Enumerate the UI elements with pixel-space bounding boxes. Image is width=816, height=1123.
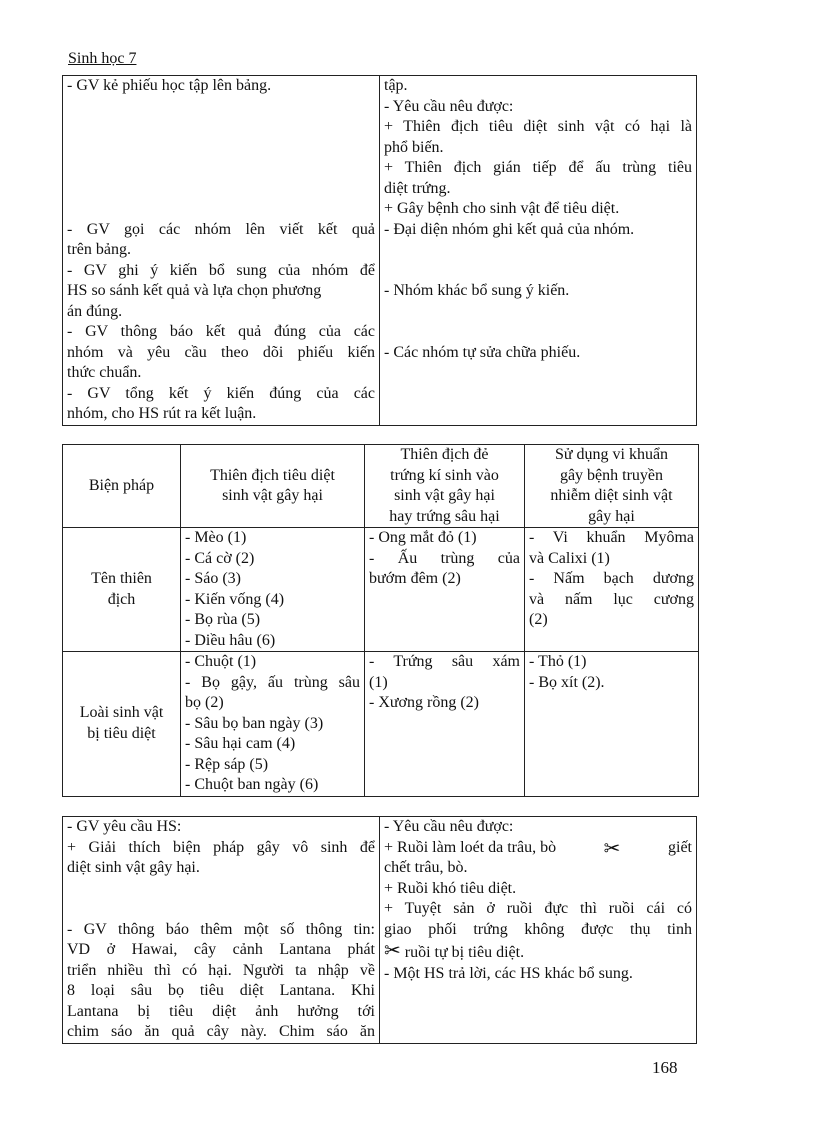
text-line: - GV thông báo kết quả đúng của các <box>67 323 375 340</box>
list-item: - Mèo (1) <box>185 529 247 546</box>
text-line: - Nhóm khác bổ sung ý kiến. <box>384 282 570 299</box>
text-line: - GV tổng kết ý kiến đúng của các <box>67 384 375 402</box>
list-item: - Trứng sâu xám <box>369 653 520 670</box>
student-column <box>380 817 697 1044</box>
list-item: - Nấm bạch dương <box>529 570 694 587</box>
header-col-3: Sử dụng vi khuẩn gây bệnh truyền nhiễm diệt sinh vật gây hại <box>525 445 699 528</box>
text-line: chim sáo ăn quả cây này. Chim sáo ăn <box>67 1023 375 1040</box>
page-number: 168 <box>652 1058 678 1077</box>
list-item: (1) <box>369 673 388 691</box>
list-item: - Sâu bọ ban ngày (3) <box>185 714 324 732</box>
text-line: + Thiên địch gián tiếp để ấu trùng tiêu <box>384 159 692 176</box>
list-item: - Chuột (1) <box>185 653 257 670</box>
enemy-list-3 <box>525 528 699 652</box>
text-line: + Ruồi làm loét da trâu, bò ✂ giết <box>384 835 692 860</box>
text-line: - GV gọi các nhóm lên viết kết quả <box>67 220 375 238</box>
text-line: tập. <box>384 77 408 94</box>
list-item: - Xương rồng (2) <box>369 694 479 711</box>
row-label-enemy-name: Tên thiên địch <box>63 528 181 652</box>
text-line: HS so sánh kết quả và lựa chọn phương <box>67 282 322 299</box>
teacher-column <box>63 76 380 426</box>
scissors-icon: ✂ <box>384 938 401 962</box>
text-line: án đúng. <box>67 302 123 320</box>
text-line: - Đại diện nhóm ghi kết quả của nhóm. <box>384 220 635 238</box>
text-line: + Ruồi khó tiêu diệt. <box>384 879 517 897</box>
list-item: - Sâu hại cam (4) <box>185 735 296 752</box>
text-line: + Thiên địch tiêu diệt sinh vật có hại là <box>384 118 692 135</box>
killed-list-2 <box>365 652 525 797</box>
header-col-2: Thiên địch đẻ trứng kí sinh vào sinh vật gây hại hay trứng sâu hại <box>365 445 525 528</box>
text-line: - GV yêu cầu HS: <box>67 818 182 835</box>
text-line: - Yêu cầu nêu được: <box>384 97 514 115</box>
activity-table-1 <box>62 75 697 426</box>
header-col-1: Thiên địch tiêu diệt sinh vật gây hại <box>181 445 365 528</box>
text-line: ✂ ruồi tự bị tiêu diệt. <box>384 938 525 962</box>
list-item: - Sáo (3) <box>185 570 241 587</box>
text-line: diệt sinh vật gây hại. <box>67 859 200 876</box>
text-line: nhóm và yêu cầu theo dõi phiếu kiến <box>67 343 375 361</box>
text-line: VD ở Hawai, cây cảnh Lantana phát <box>67 941 375 958</box>
text-line: diệt trứng. <box>384 179 451 197</box>
list-item: - Bọ xít (2). <box>529 673 605 691</box>
row-label-killed-species: Loài sinh vật bị tiêu diệt <box>63 652 181 797</box>
text-line: + Giải thích biện pháp gây vô sinh để <box>67 838 375 856</box>
list-item: và nấm lục cương <box>529 590 694 608</box>
activity-table-2 <box>62 816 697 1044</box>
list-item: - Bọ rùa (5) <box>185 611 261 628</box>
text-line: - GV thông báo thêm một số thông tin: <box>67 920 375 938</box>
header-method: Biện pháp <box>63 445 181 528</box>
text-line: thức chuẩn. <box>67 364 142 381</box>
text-line: 8 loại sâu bọ tiêu diệt Lantana. Khi <box>67 982 375 999</box>
text-line: phổ biến. <box>384 138 444 156</box>
text-line: - GV ghi ý kiến bổ sung của nhóm để <box>67 261 375 279</box>
list-item: - Ấu trùng của <box>369 549 520 567</box>
killed-list-1 <box>181 652 365 797</box>
text-line: - Một HS trả lời, các HS khác bổ sung. <box>384 964 633 982</box>
scissors-icon: ✂ <box>603 835 621 860</box>
text-line: - Yêu cầu nêu được: <box>384 818 514 835</box>
text-line: - Các nhóm tự sửa chữa phiếu. <box>384 343 581 361</box>
list-item: và Calixi (1) <box>529 549 610 567</box>
subject-title: Sinh học 7 <box>68 50 137 67</box>
text-line: triển nhiều thì có hại. Người ta nhập về <box>67 961 375 979</box>
list-item: - Kiến vống (4) <box>185 590 285 608</box>
text-line: - GV kẻ phiếu học tập lên bảng. <box>67 77 272 94</box>
list-item: - Chuột ban ngày (6) <box>185 776 319 793</box>
text-line: trên bảng. <box>67 241 131 258</box>
list-item: - Bọ gậy, ấu trùng sâu <box>185 673 360 691</box>
text-line: giao phối trứng không được thụ tinh <box>384 920 692 938</box>
list-item: bướm đêm (2) <box>369 570 461 587</box>
enemy-list-1 <box>181 528 365 652</box>
text-line: chết trâu, bò. <box>384 859 468 876</box>
list-item: - Cá cờ (2) <box>185 549 255 567</box>
list-item: - Vi khuẩn Myôma <box>529 529 694 546</box>
list-item: bọ (2) <box>185 694 224 711</box>
text-line: nhóm, cho HS rút ra kết luận. <box>67 405 257 422</box>
text-line: Lantana bị tiêu diệt ảnh hưởng tới <box>67 1002 375 1020</box>
student-column <box>380 76 697 426</box>
teacher-column <box>63 817 380 1044</box>
killed-list-3 <box>525 652 699 797</box>
page-header <box>68 50 136 68</box>
enemy-list-2 <box>365 528 525 652</box>
natural-enemies-table <box>62 444 699 797</box>
list-item: - Thỏ (1) <box>529 653 587 670</box>
text-line: + Tuyệt sản ở ruồi đực thì ruồi cái có <box>384 900 692 917</box>
text-line: + Gây bệnh cho sinh vật để tiêu diệt. <box>384 200 620 217</box>
list-item: - Diều hâu (6) <box>185 631 276 649</box>
list-item: - Ong mắt đỏ (1) <box>369 529 477 546</box>
list-item: - Rệp sáp (5) <box>185 755 269 773</box>
list-item: (2) <box>529 611 548 628</box>
